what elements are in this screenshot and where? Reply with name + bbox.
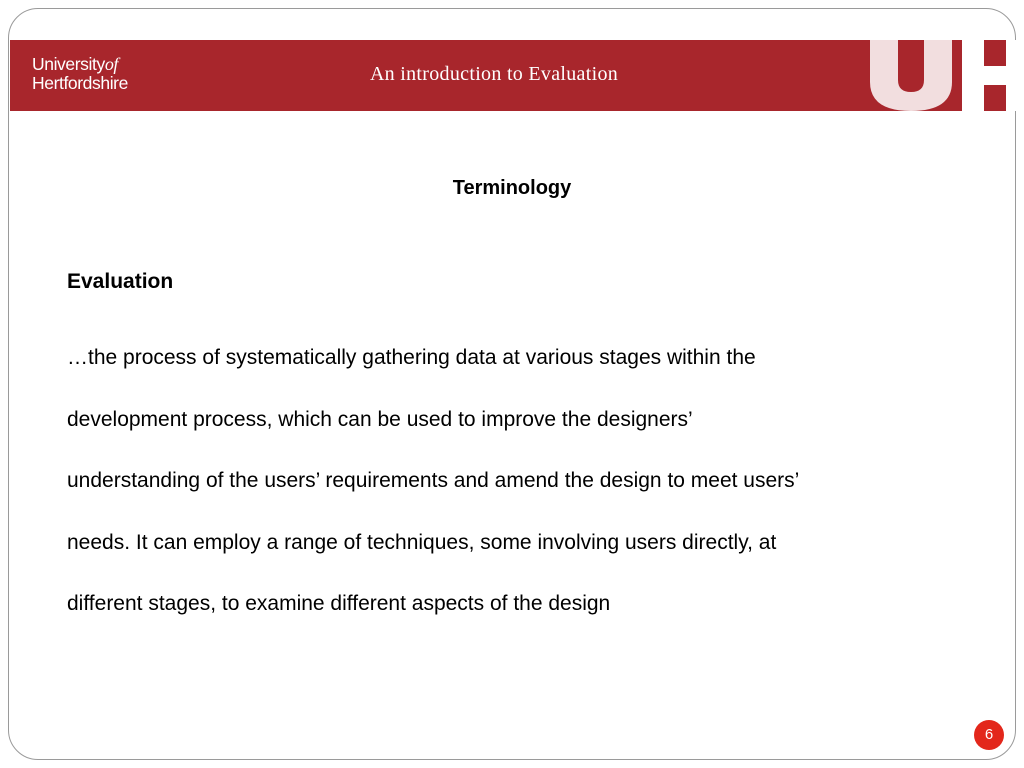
header-bar	[10, 40, 1018, 111]
uh-logo-mark	[868, 40, 1018, 111]
logo-of-text: of	[104, 54, 119, 74]
logo-hertfordshire-text: Hertfordshire	[32, 73, 128, 93]
page-number-badge: 6	[974, 720, 1004, 750]
definition-line: understanding of the users’ requirements and amend the design to meet users’	[67, 469, 800, 492]
definition-line: development process, which can be used to improve the designers’	[67, 407, 693, 431]
logo-university-text: University	[32, 54, 105, 74]
term-title: Evaluation	[67, 270, 174, 293]
definition-line: needs. It can employ a range of techniques, some involving users directly, at	[67, 530, 777, 554]
definition-text	[67, 327, 987, 635]
presentation-title: An introduction to Evaluation	[369, 63, 619, 85]
definition-line: …the process of systematically gathering data at various stages within the	[67, 346, 756, 369]
definition-line: different stages, to examine different aspects of the design	[67, 592, 611, 615]
slide-heading: Terminology	[452, 177, 572, 199]
